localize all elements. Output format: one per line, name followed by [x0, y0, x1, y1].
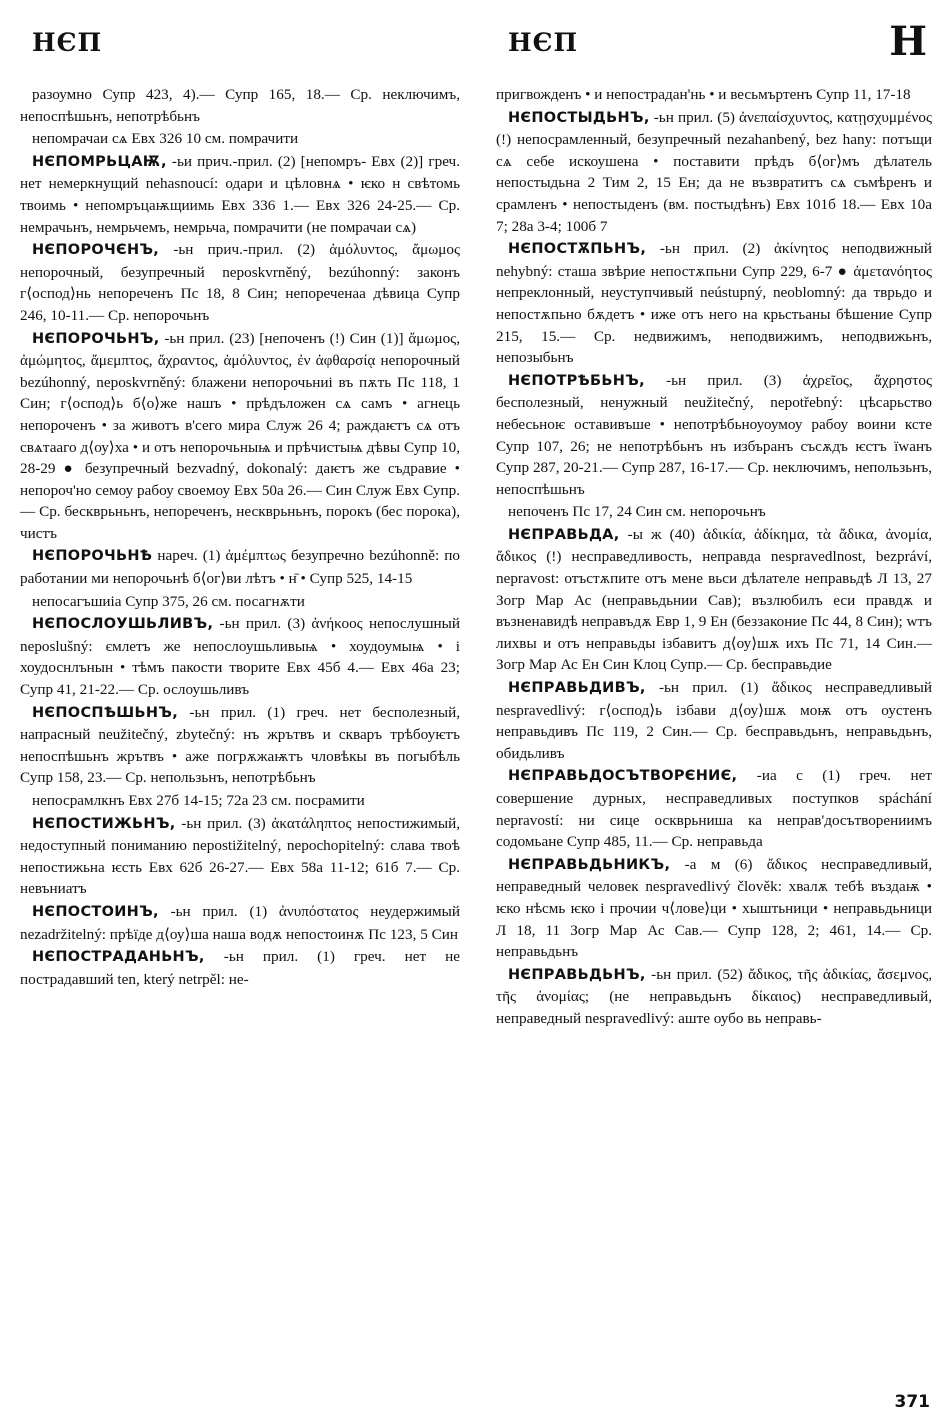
dictionary-entry: [20, 813, 460, 900]
entry-headword: НЄПОМРЬЦАѬ,: [32, 153, 167, 170]
dictionary-entry: [20, 613, 460, 700]
entry-body: нареч. (1) ἀμέμπτως безупречно bezúhonně: по работании ми непорочьнѣ б⟨ог⟩ви лѣтъ • н̄ • Супр 525, 14-15: [20, 547, 460, 588]
page-number: 371: [894, 1392, 930, 1412]
entry-body: -ьн прил. (1) греч. нет бесполезный, напрасный neužitečný, zbytečný: нъ жрътвъ и скваръ трѣбоуѥтъ непоспѣшьнъ жрътвъ • аже погрѫжаѭтъ чловѣкы въ погыбѣль Супр 158, 23.— Ср. непользьнъ, непотрѣбьнъ: [20, 703, 461, 787]
dictionary-entry: [496, 677, 932, 764]
entry-body: -а м (6) ἄδικος несправедливый, неправедный человек nespravedlivý člověk: хвалѫ тебѣ въздаѭ • ѥко нѣсмь ѥко і прочии ч⟨лове⟩ци • хыштьници • неправьдьници Л 18, 11 Зогр Мар Ас Сав.— Супр 128, 2; 461, 14.— Ср. неправьдьнъ: [496, 855, 932, 961]
entry-body: -ьн прил. (3) ἀκατάληπτος непостижимый, недоступный пониманию nepostižitelný, nepochopitelný: слава твоѣ непостижьна ѥсть Евх 62б 26-27.— Евх 58а 11-12; 61б 7.— Ср. невъниатъ: [20, 814, 460, 898]
entry-headword: НЄПОСТОИНЪ,: [32, 903, 159, 920]
entry-body: -ьн прил. (3) ἀχρεῖος, ἄχρηστος бесполезный, ненужный neužitečný, nepotřebný: цѣсарьство небесьноѥ оставивъше • непотрѣбьноуоумоу рабоу воини ксте Супр 107, 26; не непотрѣбьнъ нъ избъранъ съсѫдъ ѥстъ їwанъ Супр 287, 20-21.— Супр 287, 16-17.— Ср. неключимъ, непользьнъ, непоспѣшьнъ: [496, 371, 932, 498]
dictionary-entry: [20, 702, 460, 789]
entry-headword: НЄПОТРѢБЬНЪ,: [508, 372, 645, 389]
running-head-center: НЄП: [508, 28, 579, 57]
entry-headword: НЄПОРОЧЬНѢ: [32, 548, 153, 565]
entry-body: пригвожденъ • и непострадан'нь • и весьмъртенъ Супр 11, 17-18: [496, 86, 911, 103]
entry-headword: НЄПОСПѢШЬНЪ,: [32, 704, 179, 721]
entry-body: непоченъ Пс 17, 24 Син см. непорочьнъ: [508, 503, 766, 521]
entry-headword: НЄПОСТРАДАНЬНЪ,: [32, 949, 205, 966]
entry-body: -ьн прич.-прил. (2) ἀμόλυντος, ἄμωμος непорочный, безупречный neposkvrněný, bezúhonný: законъ г⟨оспод⟩нь непореченъ Пс 18, 8 Син; непореченаа дѣвица Супр 246, 10-11.— Ср. непорочьнъ: [20, 241, 461, 324]
dictionary-entry: [496, 238, 932, 369]
entry-body: -ьн прил. (1) ἀνυπόστατος неудержимый nezadržitelný: прѣїде д⟨оу⟩ша наша водѫ непостоинѫ Пс 123, 5 Син: [20, 902, 460, 943]
entry-headword: НЄПРАВЬДОСЪТВОРЄНИЄ,: [508, 768, 738, 785]
dictionary-entry: [20, 545, 460, 589]
entry-body: непосагъшиіа Супр 375, 26 см. посагнѫти: [32, 592, 305, 610]
right-column: [496, 84, 932, 1031]
entry-body: -ьн прил. (5) ἀνεπαίσχυντος, κατῃσχυμμένος (!) непосрамленный, безупречный nezahanbený, bez hany: потъщи сѧ себе искоушена • поставити прѣдъ б⟨ог⟩мъ дѣлатель непостыдьна 2 Тим 2, 15 Ен; да не възвратитъ сѧ съмѣренъ и срамленъ • непостыденъ (вм. постыдѣнъ) Евх 101б 18.— Евх 10а 7; 28а 3-4; 100б 7: [496, 108, 932, 235]
dictionary-entry: [496, 370, 932, 501]
entry-body: -ьн прил. (52) ἄδικος, τῆς ἀδικίας, ἄσεμνος, τῆς ἀνομίας; (не неправьдьнъ δίκαιος) несправедливый, неправедный nespravedlivý: аште оубо вь неправь-: [496, 965, 933, 1027]
entry-body: -иа с (1) греч. нет совершение дурных, несправедливых поступков spáchání nepravostí: ни сице оскврьниша ка неправ'досътворениимъ содомьане Супр 485, 11.— Ср. неправьда: [496, 767, 932, 851]
dictionary-entry: [20, 790, 460, 812]
entry-headword: НЄПРАВЬДИВЪ,: [508, 680, 646, 697]
dictionary-entry: [20, 946, 460, 990]
dictionary-entry: [20, 328, 460, 545]
entry-headword: НЄПОРОЧЄНЪ,: [32, 242, 160, 259]
entry-body: -ьн прил. (1) греч. нет не пострадавший ten, který netrpěl: не-: [20, 948, 461, 988]
dictionary-entry: [20, 901, 460, 945]
dictionary-entry: [20, 128, 460, 150]
entry-body: разоумно Супр 423, 4).— Супр 165, 18.— Ср. неключимъ, непоспѣшьнъ, непотрѣбьнъ: [20, 86, 460, 125]
entry-body: непосрамлкнъ Евх 27б 14-15; 72а 23 см. посрамити: [32, 792, 365, 809]
entry-body: -ьн прил. (1) ἄδικος несправедливый nespravedlivý: г⟨оспод⟩ь ізбави д⟨оу⟩шѫ моѭ отъ оустенъ неправьдивъ Пс 119, 2 Син.— Ср. бесправьдьнъ, неправьдьнъ, обидьливъ: [496, 679, 933, 762]
left-column: [20, 84, 460, 991]
entry-body: -ьн прил. (3) ἀνήκοος непослушный neposlušný: ємлетъ же непослоушьливыѩ • хоудоумыѩ • і хоудоснлънын • тѣмъ пакости творите Евх 45б 4.— Евх 46а 23; Супр 41, 21-22.— Ср. ослоушьливъ: [20, 615, 461, 699]
dictionary-entry: [496, 765, 932, 852]
entry-body: -ьи прич.-прил. (2) [непомръ- Евх (2)] греч. нет немеркнущий nehasnoucí: одари и цѣловнѧ • ѥко н свѣтомь твоимь • непомръцаѭщиимь Евх 336 1.— Евх 326 24-25.— Ср. немрачьнъ, немрьчемъ, немрьча, помрачити (не помрачаи сѧ): [20, 152, 460, 236]
entry-headword: НЄПОСТИЖЬНЪ,: [32, 815, 176, 832]
entry-headword: НЄПРАВЬДА,: [508, 526, 620, 543]
entry-body: непомрачаи сѧ Евх 326 10 см. помрачити: [32, 130, 299, 148]
dictionary-entry: [496, 854, 932, 963]
section-letter: Н: [889, 18, 928, 65]
entry-body: -ьн прил. (23) [непоченъ (!) Син (1)] ἄμωμος, ἀμώμητος, ἄμεμπτος, ἄχραντος, ἀμόλυντος, ἐν ἀφθαρσίᾳ непорочный bezúhonný, neposkvrněný: блажени непорочьниі въ пѫть Пс 118, 1 Син; г⟨оспод⟩ь б⟨о⟩же нашъ • прѣдъложен сѧ самъ • агнець непороченъ • за животъ в'сего мира Служ 26 4; раждаѥтъ сѧ отъ свѧтааго д⟨оу⟩ха • и отъ непорочьныѩ и прѣчистыѩ дѣвы Супр 10, 28-29 ● безупречный bezvadný, dokonalý: даѥтъ же съдравие • непороч'но семоу рабоу своемоу Евх 50а 26.— Син Служ Евх Супр.— Ср. бескврьньнъ, непореченъ, нескврьньнъ, порокъ (бес порока), чистъ: [20, 329, 460, 542]
entry-headword: НЄПОСЛОУШЬЛИВЪ,: [32, 616, 214, 633]
dictionary-entry: [496, 524, 932, 676]
dictionary-entry: [20, 151, 460, 238]
running-head-left: НЄП: [32, 28, 103, 57]
dictionary-entry: [496, 964, 932, 1030]
dictionary-entry: [496, 107, 932, 238]
dictionary-entry: [20, 84, 460, 127]
entry-headword: НЄПОРОЧЬНЪ,: [32, 330, 160, 347]
entry-headword: НЄПОСТѪПЬНЪ,: [508, 241, 647, 258]
dictionary-entry: [496, 84, 932, 106]
entry-body: -ы ж (40) ἀδικία, ἀδίκημα, τὰ ἄδικα, ἀνομία, ἄδικος (!) несправедливость, неправда nespravedlnost, bezpráví, nepravost: отъстѫпите отъ мене вьси дѣлателе неправьдѣ Л 13, 27 Зогр Мар Ас (неправьдьнии Сав); възлюбилъ еси правдѫ и възненавидѣ неправъдѫ Евр 1, 9 Ен (беззаконие Пс 44, 8 Син); wтъ лихвы и отъ неправьды ізбавитъ д⟨оу⟩шѫ ихъ Пс 71, 14 Син.— Зогр Мар Ас Ен Син Клоц Супр.— Ср. бесправьдие: [496, 525, 932, 674]
entry-body: -ьн прил. (2) ἀκίνητος неподвижный nehybný: сташа звѣрие непостѫпьни Супр 229, 6-7 ● ἀμετανόητος непреклонный, неуступчивый neústupný, neoblomný: да тврьдо и непостѫпьно бѫдетъ • иже отъ него на крьстьаны бѣшение Супр 215, 15.— Ср. недвижимъ, неподвижимъ, неподвижьнъ, непозыбьнъ: [496, 240, 932, 367]
entry-headword: НЄПОСТЫДЬНЪ,: [508, 109, 650, 126]
dictionary-entry: [496, 501, 932, 523]
entry-headword: НЄПРАВЬДЬНЪ,: [508, 966, 646, 983]
dictionary-entry: [20, 239, 460, 326]
dictionary-entry: [20, 591, 460, 613]
entry-headword: НЄПРАВЬДЬНИКЪ,: [508, 856, 671, 873]
